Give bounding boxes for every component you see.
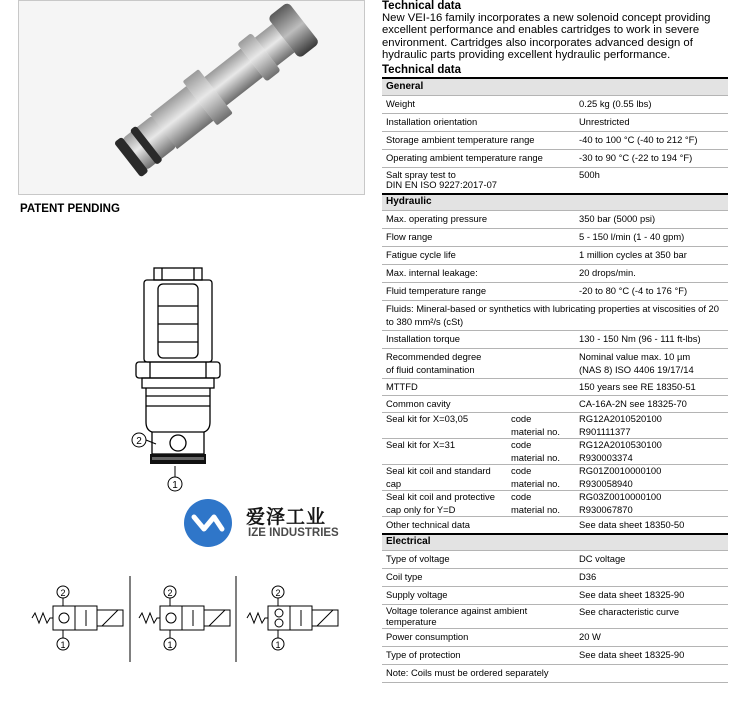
technical-data-column (382, 0, 728, 683)
cartridge-valve-image (19, 1, 364, 194)
table-row: Type of voltage DC voltage (382, 551, 728, 569)
table-row: Supply voltage See data sheet 18325-90 (382, 587, 728, 605)
table-row: Fatigue cycle life 1 million cycles at 350 bar (382, 247, 728, 265)
callout-2: 2 (136, 436, 142, 447)
table-row: Fluid temperature range -20 to 80 °C (-4 to 176 °F) (382, 283, 728, 301)
table-row: Common cavity CA-16A-2N see 18325-70 (382, 396, 728, 413)
table-row: Installation orientation Unrestricted (382, 114, 728, 132)
hydraulic-header: Hydraulic (382, 194, 728, 211)
logo-chinese-text: 爱泽工业 (246, 507, 327, 528)
electrical-header: Electrical (382, 534, 728, 551)
table-row: Other technical data See data sheet 18350-50 (382, 517, 728, 534)
table-row: Power consumption 20 W (382, 629, 728, 647)
table-row: Max. internal leakage: 20 drops/min. (382, 265, 728, 283)
table-row: Storage ambient temperature range -40 to 100 °C (-40 to 212 °F) (382, 132, 728, 150)
table-row: Max. operating pressure 350 bar (5000 psi) (382, 211, 728, 229)
symbol-variant-2 (139, 586, 230, 650)
symbol3-port-1: 1 (275, 640, 281, 650)
technical-data-table (382, 77, 728, 684)
table-row: Installation torque 130 - 150 Nm (96 - 111 ft-lbs) (382, 331, 728, 349)
product-photo (18, 0, 365, 195)
table-row: Voltage tolerance against ambient temperature See characteristic curve (382, 605, 728, 629)
patent-pending-label: PATENT PENDING (20, 203, 120, 215)
table-row: Type of protection See data sheet 18325-90 (382, 647, 728, 665)
table-row: Operating ambient temperature range -30 to 90 °C (-22 to 194 °F) (382, 150, 728, 168)
logo-english-text: IZE INDUSTRIES (248, 527, 339, 539)
table-row: Coil type D36 (382, 569, 728, 587)
table-row: Weight 0.25 kg (0.55 lbs) (382, 96, 728, 114)
table-row: Flow range 5 - 150 l/min (1 - 40 gpm) (382, 229, 728, 247)
symbol2-port-1: 1 (167, 640, 173, 650)
table-row: MTTFD 150 years see RE 18350-51 (382, 379, 728, 396)
ize-industries-logo (182, 497, 352, 549)
table-row: Salt spray test to DIN EN ISO 9227:2017-07 500h (382, 168, 728, 194)
table-row: Seal kit for X=03,05 code material no. RG12A2010520100 R901111377 (382, 413, 728, 439)
symbol-variant-3 (247, 586, 338, 650)
logo-mark-icon (182, 497, 234, 549)
symbol-variant-1 (32, 586, 123, 650)
intro-paragraph: New VEI-16 family incorporates a new solenoid concept providing excellent performance and enables cartridges to work in severe environment. Cartridges also incorporates advanced design of hydraulic parts providing excellent hydraulic performance. (382, 12, 711, 62)
table-row: Recommended degree of fluid contamination Nominal value max. 10 µm (NAS 8) ISO 4406 19/17/14 (382, 349, 728, 379)
table-row: Seal kit for X=31 code material no. RG12A2010530100 R930003374 (382, 439, 728, 465)
table-row: Note: Coils must be ordered separately (382, 665, 728, 683)
symbol1-port-1: 1 (60, 640, 66, 650)
table-row: Seal kit coil and standard cap code material no. RG01Z0010000100 R930058940 (382, 465, 728, 491)
hydraulic-symbols (22, 576, 377, 664)
symbol2-port-2: 2 (167, 588, 173, 598)
symbol3-port-2: 2 (275, 588, 281, 598)
cartridge-section-drawing (120, 262, 230, 499)
symbol1-port-2: 2 (60, 588, 66, 598)
callout-1: 1 (172, 480, 178, 491)
table-row: Fluids: Mineral-based or synthetics with lubricating properties at viscosities of 20 to 380 mm²/s (cSt) (382, 301, 728, 331)
technical-data-subtitle: Technical data (382, 63, 462, 76)
table-row: Seal kit coil and protective cap only for Y=D code material no. RG03Z0010000100 R930067870 (382, 491, 728, 517)
general-header: General (382, 78, 728, 96)
technical-data-title: Technical data (382, 0, 462, 12)
